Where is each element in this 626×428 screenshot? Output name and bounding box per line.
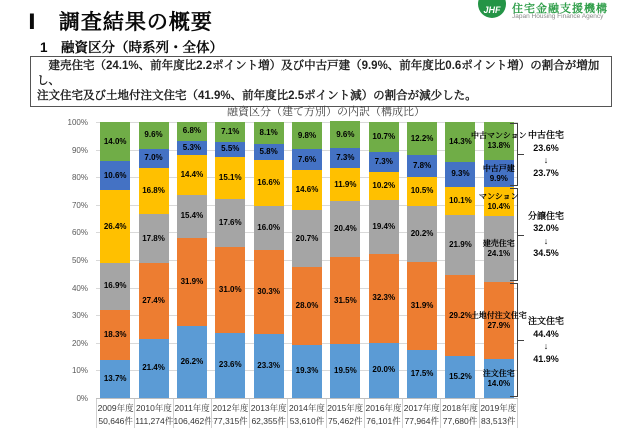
segment-label: 32.3% xyxy=(372,293,396,303)
bar-segment xyxy=(215,247,245,333)
segment-label: 14.6% xyxy=(295,185,319,195)
annotation-line: 32.0% xyxy=(533,223,559,234)
segment-label: 20.2% xyxy=(410,228,434,238)
bar-segment xyxy=(139,214,169,263)
segment-label: 16.0% xyxy=(257,223,280,232)
stacked-bar-2011年度 xyxy=(177,122,207,398)
bar-segment xyxy=(215,122,245,142)
x-axis-cell xyxy=(326,399,364,428)
segment-label: 12.2% xyxy=(410,133,434,143)
y-tick-label: 10% xyxy=(71,366,88,376)
segment-label: 20.4% xyxy=(334,224,357,234)
segment-label: 17.8% xyxy=(142,233,165,243)
x-axis-year: 2014年度 xyxy=(289,403,325,413)
summary-line-1: 建売住宅（24.1%、前年度比2.2ポイント増）及び中古戸建（9.9%、前年度比0.6ポイント増）の割合が増加し、 xyxy=(37,60,600,87)
annotation-分譲住宅 xyxy=(521,187,571,282)
segment-label: 7.1% xyxy=(221,127,240,137)
segment-label: 建売住宅 24.1% xyxy=(482,239,515,259)
segment-label: 15.4% xyxy=(180,211,204,221)
bar-segment xyxy=(177,155,207,195)
stacked-bar-2009年度 xyxy=(100,122,130,398)
x-axis-count: 75,462件 xyxy=(327,416,363,426)
bar-segment xyxy=(215,333,245,398)
segment-label: 5.8% xyxy=(259,147,278,157)
bar-segment xyxy=(100,263,130,310)
segment-label: 31.9% xyxy=(180,276,204,286)
bar-segment xyxy=(139,149,169,168)
y-tick-label: 90% xyxy=(71,145,88,155)
bar-segment xyxy=(445,356,475,398)
bar-segment xyxy=(215,199,245,248)
bar-segment xyxy=(215,157,245,199)
segment-label: 10.1% xyxy=(449,196,472,206)
segment-label: 10.5% xyxy=(410,186,434,196)
segment-label: 15.1% xyxy=(218,172,242,182)
summary-line-2: 注文住宅及び土地付注文住宅（41.9%、前年度比2.5ポイント減）の割合が減少した。 xyxy=(37,90,477,102)
bar-segment xyxy=(330,148,360,168)
segment-label: 中古マンション 13.8% xyxy=(471,130,527,150)
x-axis-table xyxy=(96,398,518,428)
segment-label: 5.5% xyxy=(221,144,240,154)
x-axis-year: 2016年度 xyxy=(365,403,402,413)
y-tick-label: 0% xyxy=(76,394,88,403)
segment-label: 14.4% xyxy=(180,170,204,180)
segment-label: 14.3% xyxy=(449,136,472,146)
segment-label: 27.4% xyxy=(142,296,165,306)
bar-segment xyxy=(369,254,399,343)
bar-segment xyxy=(369,152,399,172)
segment-label: 9.6% xyxy=(336,129,355,139)
x-axis-year: 2015年度 xyxy=(327,403,364,413)
bar-segment xyxy=(177,141,207,156)
summary-box xyxy=(30,56,612,107)
stacked-bar-2012年度 xyxy=(215,122,245,398)
bar-segment xyxy=(215,142,245,157)
bar-segment xyxy=(139,339,169,398)
segment-label: 23.6% xyxy=(218,360,242,370)
annotation-line: 23.7% xyxy=(533,167,559,178)
bar-segment xyxy=(100,122,130,161)
annotation-line: 44.4% xyxy=(533,328,559,339)
bar-segment xyxy=(254,334,284,398)
segment-label: 30.3% xyxy=(257,286,280,296)
segment-label: 9.3% xyxy=(451,169,470,179)
bar-segment xyxy=(100,360,130,398)
segment-label: 23.3% xyxy=(257,360,280,370)
segment-label: 中古戸建 9.9% xyxy=(482,163,515,183)
stacked-bar-2016年度 xyxy=(369,122,399,398)
y-tick-label: 60% xyxy=(71,228,88,238)
x-axis-year: 2018年度 xyxy=(442,403,478,413)
bar-segment xyxy=(292,210,322,267)
bar-segment xyxy=(407,155,437,177)
segment-label: 11.9% xyxy=(334,179,357,189)
x-axis-count: 77,964件 xyxy=(404,416,439,426)
segment-label: 29.2% xyxy=(449,310,472,320)
annotation-注文住宅 xyxy=(521,282,571,398)
x-axis-count: 111,274件 xyxy=(135,416,174,426)
segment-label: 7.0% xyxy=(144,153,163,163)
x-axis-cell xyxy=(287,399,325,428)
stacked-bar-2014年度 xyxy=(292,122,322,398)
segment-label: 6.8% xyxy=(182,126,202,136)
plot-area xyxy=(96,122,527,398)
bar-segment xyxy=(330,121,360,148)
y-axis xyxy=(54,118,90,403)
x-axis-cell xyxy=(173,399,211,428)
segment-label: 7.3% xyxy=(336,153,355,163)
annotation-line: 分譲住宅 xyxy=(527,210,564,221)
segment-label: 14.0% xyxy=(103,136,127,146)
segment-label: 10.6% xyxy=(103,170,127,180)
bar-segment xyxy=(254,160,284,206)
segment-label: 19.3% xyxy=(295,366,319,376)
bar-segment xyxy=(407,177,437,206)
annotation-line: ↓ xyxy=(543,155,549,166)
bar-segment xyxy=(100,161,130,190)
chart-title: 融資区分（建て方別）の内訳（構成比） xyxy=(227,106,425,118)
bar-segment xyxy=(139,122,169,149)
segment-label: 31.9% xyxy=(410,300,434,310)
segment-label: 土地付注文住宅 27.9% xyxy=(470,310,527,330)
x-axis-count: 53,610件 xyxy=(289,416,325,426)
bar-segment xyxy=(330,201,360,257)
x-axis-count: 83,513件 xyxy=(481,416,516,426)
bar-segment xyxy=(369,200,399,254)
segment-label: 9.6% xyxy=(144,130,163,140)
bar-segment xyxy=(254,250,284,334)
x-axis-year: 2019年度 xyxy=(480,403,517,413)
segment-label: 21.9% xyxy=(449,240,472,250)
bar-segment xyxy=(292,170,322,210)
bar-segment xyxy=(407,206,437,262)
bar-segment xyxy=(100,190,130,263)
segment-label: 18.3% xyxy=(103,329,127,339)
y-tick-label: 100% xyxy=(67,118,88,127)
bar-segment xyxy=(407,122,437,156)
segment-label: 17.5% xyxy=(410,368,434,378)
segment-label: 19.4% xyxy=(372,221,396,231)
bar-segment xyxy=(407,350,437,398)
segment-label: 26.2% xyxy=(180,356,204,366)
x-axis-count: 106,462件 xyxy=(173,416,213,426)
bar-segment xyxy=(369,172,399,200)
bar-segment xyxy=(177,122,207,141)
jhf-logo-icon xyxy=(478,0,506,18)
logo-name-en: Japan Housing Finance Agency xyxy=(512,13,604,20)
stacked-bar-2010年度 xyxy=(139,122,169,398)
segment-label: 13.7% xyxy=(103,374,127,384)
segment-label: 26.4% xyxy=(103,221,127,231)
y-tick-label: 20% xyxy=(71,338,88,348)
stacked-bar-2017年度 xyxy=(407,122,437,398)
annotation-line: 41.9% xyxy=(533,353,559,364)
bar-segment xyxy=(292,122,322,149)
x-axis-year: 2012年度 xyxy=(212,403,249,413)
bar-segment xyxy=(407,262,437,350)
segment-label: 20.0% xyxy=(372,365,396,375)
y-tick-label: 80% xyxy=(71,173,88,183)
segment-label: 8.1% xyxy=(259,127,278,137)
segment-label: 10.2% xyxy=(372,181,396,191)
bar-segment xyxy=(254,144,284,160)
annotation-line: ↓ xyxy=(543,235,549,246)
bar-segment xyxy=(369,122,399,152)
bar-segment xyxy=(484,160,514,187)
x-axis-cell xyxy=(249,399,287,428)
segment-label: 19.5% xyxy=(334,366,357,376)
bar-segment xyxy=(445,215,475,275)
bar-segment xyxy=(139,168,169,214)
bar-segment xyxy=(100,310,130,361)
x-axis-count: 62,355件 xyxy=(251,416,286,426)
segment-label: 10.7% xyxy=(372,132,396,142)
y-tick-label: 30% xyxy=(71,311,88,321)
x-axis-year: 2017年度 xyxy=(403,403,440,413)
bar-segment xyxy=(330,168,360,201)
x-axis-year: 2013年度 xyxy=(250,403,287,413)
x-axis-cell xyxy=(364,399,402,428)
bar-segment xyxy=(292,267,322,344)
annotation-line: 中古住宅 xyxy=(527,130,564,141)
annotation-line: ↓ xyxy=(543,341,549,352)
x-axis-cell xyxy=(479,399,518,428)
bar-segment xyxy=(177,326,207,398)
bar-segment xyxy=(330,257,360,344)
segment-label: 注文住宅 14.0% xyxy=(482,368,515,388)
bar-segment xyxy=(177,195,207,238)
stacked-bar-2018年度 xyxy=(445,122,475,398)
y-tick-label: 50% xyxy=(71,256,88,265)
segment-label: 16.6% xyxy=(257,178,280,188)
x-axis-cell xyxy=(440,399,478,428)
bar-segment xyxy=(445,162,475,188)
annotation-中古住宅 xyxy=(521,122,571,187)
bar-segment xyxy=(177,238,207,326)
stacked-bar-2015年度 xyxy=(330,121,360,398)
segment-label: 15.2% xyxy=(449,372,472,382)
segment-label: 20.7% xyxy=(295,233,319,243)
x-axis-cell xyxy=(402,399,440,428)
x-axis-cell xyxy=(134,399,172,428)
segment-label: 16.8% xyxy=(142,186,165,196)
x-axis-count: 76,101件 xyxy=(366,416,401,426)
x-axis-count: 50,646件 xyxy=(98,416,133,426)
logo-name-jp: 住宅金融支援機構 xyxy=(512,3,608,15)
y-tick-label: 40% xyxy=(71,283,88,293)
bar-segment xyxy=(292,149,322,170)
segment-label: 16.9% xyxy=(103,281,127,291)
segment-label: 9.8% xyxy=(297,130,317,140)
segment-label: 7.8% xyxy=(412,161,432,171)
bar-segment xyxy=(254,206,284,250)
bar-segment xyxy=(292,345,322,398)
segment-label: マンション 10.4% xyxy=(479,191,519,211)
section-subtitle: 1 融資区分（時系列・全体） xyxy=(40,40,224,55)
segment-label: 28.0% xyxy=(295,301,319,311)
x-axis-cell xyxy=(211,399,249,428)
segment-label: 7.6% xyxy=(297,154,317,164)
bar-segment xyxy=(139,263,169,339)
annotation-line: 注文住宅 xyxy=(527,316,564,327)
bar-segment xyxy=(254,122,284,144)
x-axis-year: 2010年度 xyxy=(135,403,172,413)
segment-label: 17.6% xyxy=(218,218,242,228)
x-axis-cell xyxy=(96,399,134,428)
jhf-logo-initials: JHF xyxy=(483,5,501,15)
segment-label: 7.3% xyxy=(374,156,393,166)
annotation-line: 23.6% xyxy=(533,142,559,153)
x-axis-count: 77,680件 xyxy=(442,416,478,426)
segment-label: 31.0% xyxy=(218,285,242,295)
bar-segment xyxy=(369,343,399,398)
bar-segment xyxy=(330,344,360,398)
x-axis-count: 77,315件 xyxy=(213,416,248,426)
page-title: Ⅰ 調査結果の概要 xyxy=(28,11,213,34)
bar-segment xyxy=(445,187,475,215)
annotation-line: 34.5% xyxy=(533,248,559,259)
x-axis-year: 2009年度 xyxy=(97,403,134,413)
y-tick-label: 70% xyxy=(71,200,88,210)
stacked-bar-2013年度 xyxy=(254,122,284,398)
x-axis-year: 2011年度 xyxy=(174,403,210,413)
segment-label: 5.3% xyxy=(182,143,202,153)
segment-label: 21.4% xyxy=(142,363,165,373)
segment-label: 31.5% xyxy=(334,295,357,305)
